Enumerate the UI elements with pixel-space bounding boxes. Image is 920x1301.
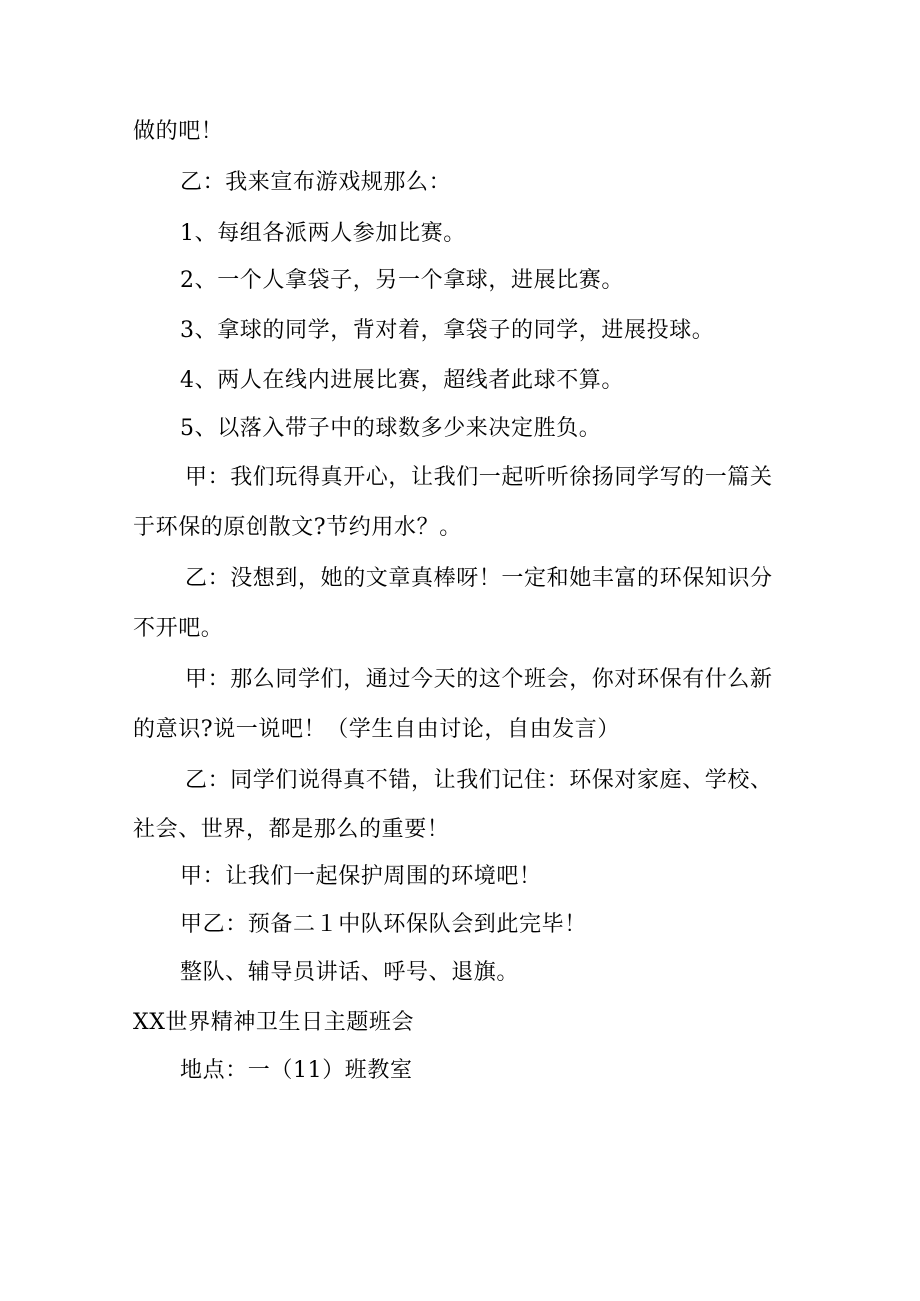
text-line: 甲：让我们一起保护周围的环境吧！ xyxy=(180,864,542,889)
section-title: XX世界精神卫生日主题班会 xyxy=(133,1010,415,1035)
rule-item-3: 3、拿球的同学，背对着，拿袋子的同学，进展投球。 xyxy=(180,318,715,343)
text-line: 社会、世界，都是那么的重要！ xyxy=(133,817,450,842)
text-line: 于环保的原创散文?节约用水？。 xyxy=(133,515,462,540)
text-line: 乙：我来宣布游戏规那么： xyxy=(180,170,452,195)
rule-item-2: 2、一个人拿袋子，另一个拿球，进展比赛。 xyxy=(180,268,624,293)
text-line: 乙：没想到，她的文章真棒呀！一定和她丰富的环保知识分 xyxy=(185,566,773,591)
text-line: 甲乙：预备二１中队环保队会到此完毕！ xyxy=(180,912,587,937)
text-line: 做的吧！ xyxy=(133,119,224,144)
text-line: 乙：同学们说得真不错，让我们记住：环保对家庭、学校、 xyxy=(185,768,773,793)
text-line: 的意识?说一说吧！（学生自由讨论，自由发言） xyxy=(133,717,620,742)
rule-item-1: 1、每组各派两人参加比赛。 xyxy=(180,221,466,246)
rule-item-5: 5、以落入带子中的球数多少来决定胜负。 xyxy=(180,416,602,441)
rule-item-4: 4、两人在线内进展比赛，超线者此球不算。 xyxy=(180,368,624,393)
text-line: 甲：那么同学们，通过今天的这个班会，你对环保有什么新 xyxy=(185,667,773,692)
text-line: 整队、辅导员讲话、呼号、退旗。 xyxy=(180,960,520,985)
text-line: 不开吧。 xyxy=(133,616,224,641)
text-line: 甲：我们玩得真开心，让我们一起听听徐扬同学写的一篇关 xyxy=(185,465,773,490)
text-line: 地点：一（11）班教室 xyxy=(180,1058,413,1083)
